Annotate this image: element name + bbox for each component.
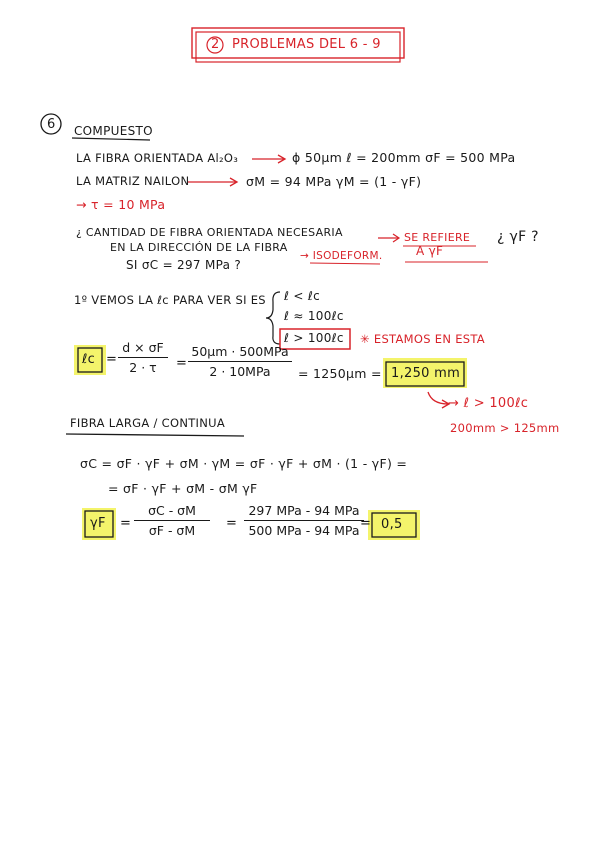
gamma-eq3: = <box>360 516 372 531</box>
gamma-eq1: = <box>120 516 132 531</box>
lc-fraction2-num: 50μm · 500MPa <box>191 344 289 359</box>
step1-note: ✳ ESTAMOS EN ESTA <box>360 332 485 346</box>
subsection-title: FIBRA LARGA / CONTINUA <box>70 416 226 430</box>
gamma-fraction2-den: 500 MPa - 94 MPa <box>248 523 360 538</box>
lc-lhs: ℓc <box>82 352 96 367</box>
given-line1-values: ϕ 50μm ℓ = 200mm σF = 500 MPa <box>292 150 516 165</box>
lc-fraction1-num: d × σF <box>122 340 164 355</box>
question-line3: SI σC = 297 MPa ? <box>126 258 242 272</box>
step1-text: 1º VEMOS LA ℓc PARA VER SI ES <box>74 293 266 307</box>
section-title: COMPUESTO <box>74 124 153 138</box>
equation-line2: = σF · γF + σM - σM γF <box>108 481 258 496</box>
lc-eq2: = <box>176 356 188 371</box>
given-line2-values: σM = 94 MPa γM = (1 - γF) <box>246 174 422 189</box>
header-title: PROBLEMAS DEL 6 - 9 <box>232 37 381 52</box>
question-note2: A γF <box>416 244 444 258</box>
gamma-result: 0,5 <box>381 517 403 532</box>
fraction-bar <box>134 520 210 521</box>
step1-option3: ℓ > 100ℓc <box>284 331 344 345</box>
given-tau: → τ = 10 MPa <box>76 197 166 212</box>
lc-conclusion1: → ℓ > 100ℓc <box>448 396 529 411</box>
equation-line1: σC = σF · γF + σM · γM = σF · γF + σM · (1 - γF) = <box>80 456 408 471</box>
gamma-fraction2-num: 297 MPa - 94 MPa <box>248 503 360 518</box>
fraction-bar <box>118 357 168 358</box>
lc-fraction1 <box>118 340 168 375</box>
gamma-eq2: = <box>226 516 238 531</box>
gamma-lhs: γF <box>90 516 106 531</box>
given-line1-label: LA FIBRA ORIENTADA Al₂O₃ <box>76 151 239 165</box>
lc-result-mm: 1,250 mm <box>391 366 461 381</box>
lc-conclusion2: 200mm > 125mm <box>450 421 560 435</box>
lc-eq1: = <box>106 352 118 367</box>
gamma-fraction1-num: σC - σM <box>148 503 196 518</box>
fraction-bar <box>188 361 292 362</box>
isodeform-note: → ISODEFORM. <box>300 250 383 262</box>
step1-option2: ℓ ≈ 100ℓc <box>284 309 344 323</box>
question-line1: ¿ CANTIDAD DE FIBRA ORIENTADA NECESARIA <box>76 226 343 239</box>
problem-number: 6 <box>47 117 56 132</box>
lc-fraction2-den: 2 · 10MPa <box>209 364 271 379</box>
fraction-bar <box>244 520 364 521</box>
given-line2-label: LA MATRIZ NAILON <box>76 174 190 188</box>
question-line2: EN LA DIRECCIÓN DE LA FIBRA <box>110 241 288 254</box>
question-note1: SE REFIERE <box>404 231 471 244</box>
gamma-fraction1-den: σF - σM <box>148 523 196 538</box>
lc-fraction1-den: 2 · τ <box>129 360 157 375</box>
gamma-fraction2 <box>244 503 364 538</box>
gamma-question: ¿ γF ? <box>497 229 539 245</box>
header-circle-number: 2 <box>211 37 220 52</box>
lc-result-um: = 1250μm = <box>298 366 382 381</box>
step1-option1: ℓ < ℓc <box>284 289 320 303</box>
gamma-fraction1 <box>134 503 210 538</box>
lc-fraction2 <box>188 344 292 379</box>
